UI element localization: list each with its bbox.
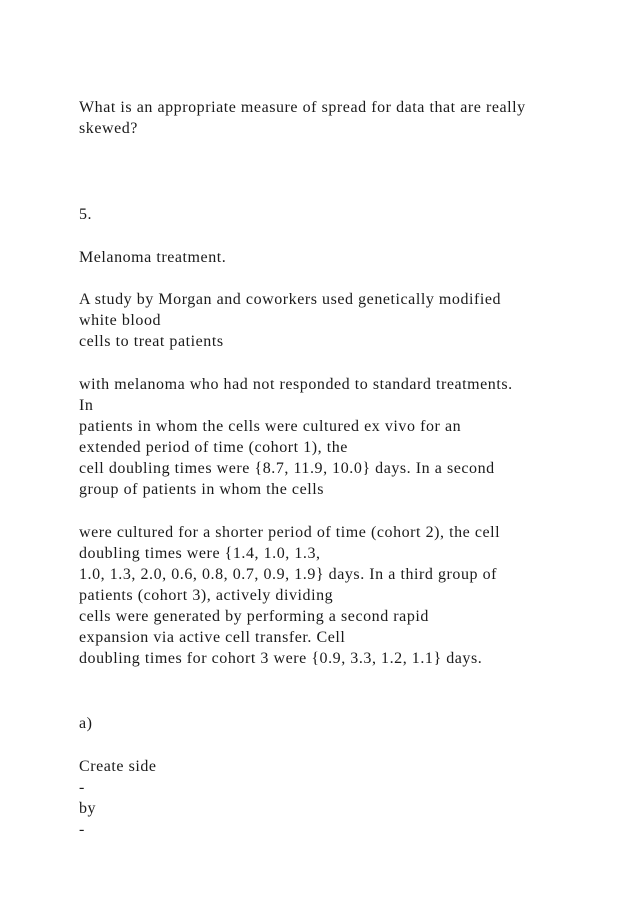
body-text-line: with melanoma who had not responded to standard treatments. (79, 376, 513, 393)
part-text-line: Create side (79, 758, 157, 775)
body-text-line: expansion via active cell transfer. Cell (79, 629, 346, 646)
body-text-line: cells to treat patients (79, 333, 224, 350)
body-text-line: cells were generated by performing a second rapid (79, 608, 429, 625)
part-text-line: by (79, 800, 97, 817)
problem-number: 5. (79, 206, 93, 223)
part-text-line: - (79, 821, 85, 838)
body-text-line: cell doubling times were {8.7, 11.9, 10.0} days. In a second (79, 460, 495, 477)
body-text-line: A study by Morgan and coworkers used genetically modified (79, 291, 502, 308)
question-text-line-1: What is an appropriate measure of spread for data that are really (79, 99, 526, 116)
body-text-line: doubling times were {1.4, 1.0, 1.3, (79, 545, 321, 562)
part-text-line: - (79, 779, 85, 796)
body-text-line: doubling times for cohort 3 were {0.9, 3.3, 1.2, 1.1} days. (79, 650, 483, 667)
body-text-line: patients (cohort 3), actively dividing (79, 587, 334, 604)
body-text-line: white blood (79, 312, 162, 329)
body-text-line: extended period of time (cohort 1), the (79, 439, 348, 456)
body-text-line: group of patients in whom the cells (79, 481, 324, 498)
body-text-line: 1.0, 1.3, 2.0, 0.6, 0.8, 0.7, 0.9, 1.9} days. In a third group of (79, 566, 498, 583)
problem-title: Melanoma treatment. (79, 249, 227, 266)
body-text-line: were cultured for a shorter period of time (cohort 2), the cell (79, 524, 501, 541)
question-text-line-2: skewed? (79, 120, 138, 137)
body-text-line: In (79, 397, 94, 414)
part-label: a) (79, 715, 93, 732)
body-text-line: patients in whom the cells were cultured ex vivo for an (79, 418, 462, 435)
